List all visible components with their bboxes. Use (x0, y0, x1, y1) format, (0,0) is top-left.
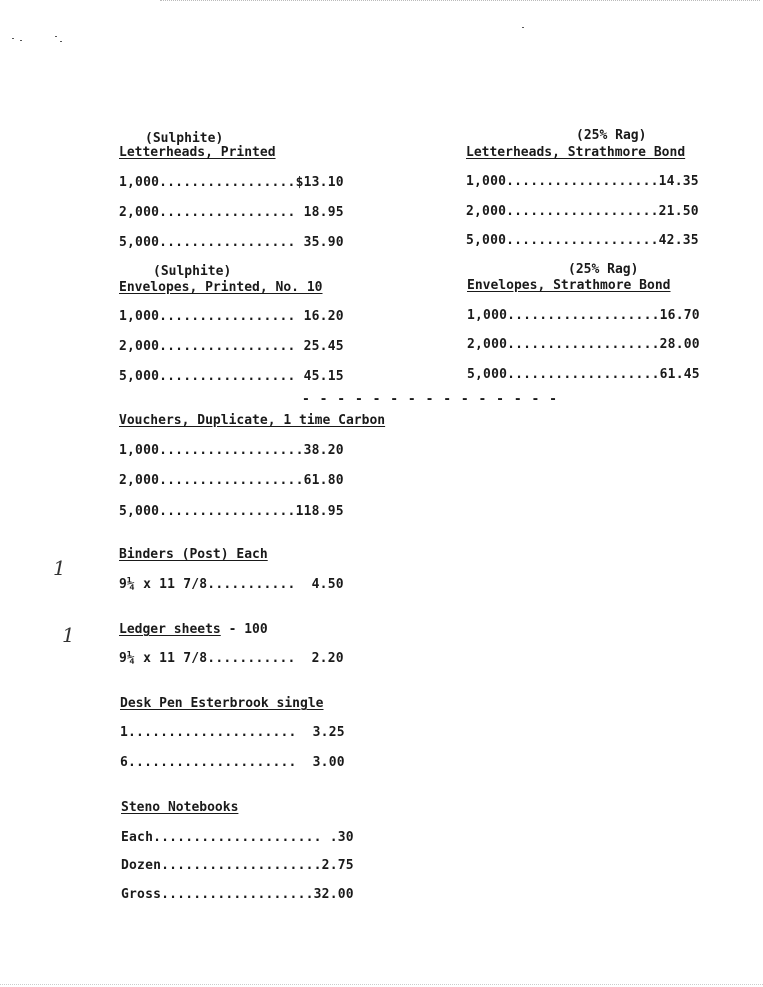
section-heading: Letterheads, Printed (119, 145, 276, 160)
price-row: 2,000................. 25.45 (119, 339, 344, 354)
price-row: 2,000................. 18.95 (119, 205, 344, 220)
section-sub-label: (25% Rag) (568, 262, 639, 277)
top-edge-dots (160, 0, 760, 3)
handwritten-mark: 1 (62, 623, 75, 647)
price-row: Dozen....................2.75 (121, 858, 354, 873)
price-row: 2,000...................21.50 (466, 204, 699, 219)
section-heading: Binders (Post) Each (119, 547, 268, 562)
price-row: 9¼ x 11 7/8........... 4.50 (119, 577, 344, 592)
scan-speck (12, 38, 14, 39)
price-row: 5,000................. 45.15 (119, 369, 344, 384)
section-sub-label: (Sulphite) (145, 131, 224, 146)
section-heading: Steno Notebooks (121, 800, 239, 815)
price-row: 2,000...................28.00 (467, 337, 700, 352)
scan-speck (20, 40, 22, 41)
price-row: 1,000.................$13.10 (119, 175, 344, 190)
price-row: 1..................... 3.25 (120, 725, 345, 740)
section-heading: Ledger sheets (119, 622, 221, 637)
section-divider: - - - - - - - - - - - - - - - (302, 392, 558, 407)
section-heading: Envelopes, Printed, No. 10 (119, 280, 323, 295)
handwritten-mark: 1 (53, 556, 66, 580)
scan-speck (55, 36, 57, 37)
section-heading: Desk Pen Esterbrook single (120, 696, 324, 711)
section-heading: Letterheads, Strathmore Bond (466, 145, 686, 160)
price-row: 1,000..................38.20 (119, 443, 344, 458)
section-heading: Envelopes, Strathmore Bond (467, 278, 671, 293)
price-row: 5,000................. 35.90 (119, 235, 344, 250)
price-row: 2,000..................61.80 (119, 473, 344, 488)
section-heading: Vouchers, Duplicate, 1 time Carbon (119, 413, 386, 428)
scan-speck (60, 41, 62, 42)
price-row: Each..................... .30 (121, 830, 354, 845)
section-heading-suffix: - 100 (220, 622, 268, 637)
price-row: 1,000...................16.70 (467, 308, 700, 323)
scan-speck (522, 27, 524, 28)
price-row: 1,000................. 16.20 (119, 309, 344, 324)
price-row: 9¼ x 11 7/8........... 2.20 (119, 651, 344, 666)
section-sub-label: (Sulphite) (153, 264, 232, 279)
price-row: 1,000...................14.35 (466, 174, 699, 189)
price-row: 5,000...................42.35 (466, 233, 699, 248)
price-row: 5,000...................61.45 (467, 367, 700, 382)
price-row: Gross...................32.00 (121, 887, 354, 902)
bottom-edge-dots (0, 984, 763, 986)
ledger-heading-line (119, 622, 268, 637)
price-row: 6..................... 3.00 (120, 755, 345, 770)
section-sub-label: (25% Rag) (576, 128, 647, 143)
price-row: 5,000.................118.95 (119, 504, 344, 519)
